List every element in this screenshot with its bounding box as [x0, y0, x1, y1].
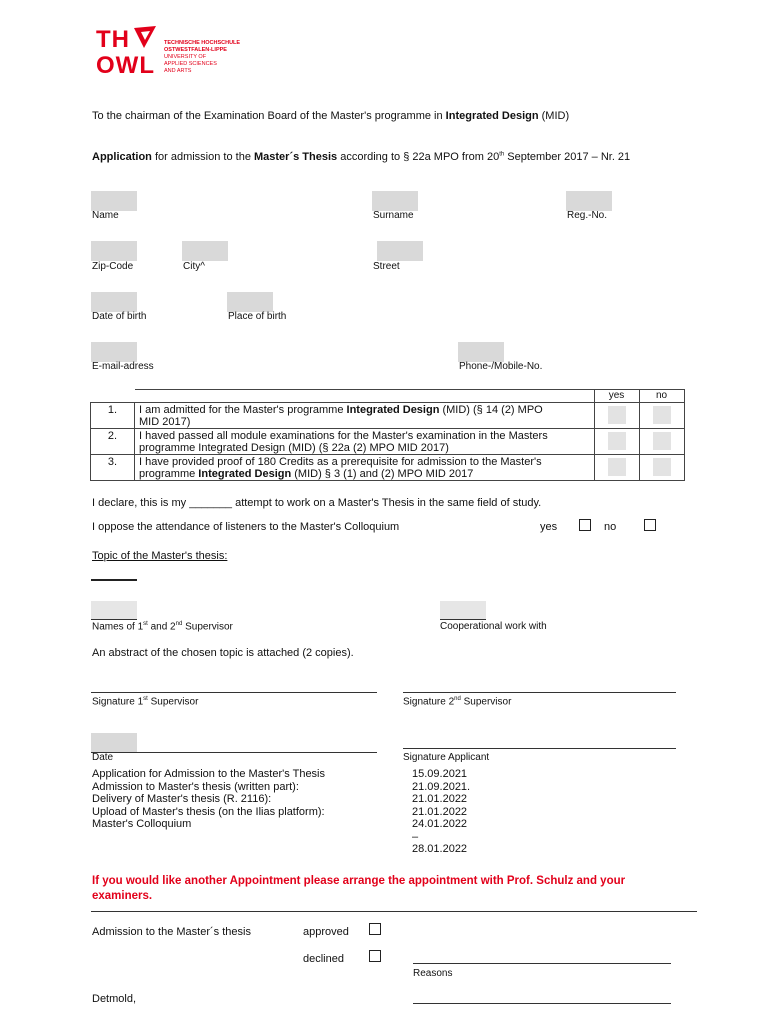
req-1-yes-checkbox[interactable]: [594, 402, 639, 428]
phone-label: Phone-/Mobile-No.: [459, 361, 543, 372]
approved-checkbox[interactable]: [369, 923, 381, 935]
list-item: Delivery of Master's thesis (R. 2116): 21.01.2022: [92, 793, 468, 805]
date-of-birth-label: Date of birth: [92, 311, 147, 322]
application-title: Application for admission to the Master´s Thesis according to § 22a MPO from 20th September 2017 – Nr. 21: [92, 151, 631, 163]
col-no-header: no: [639, 390, 684, 403]
approved-label: approved: [303, 926, 349, 938]
name-label: Name: [92, 210, 119, 221]
street-input[interactable]: [377, 241, 423, 261]
list-item: Master's Colloquium 24.01.2022 – 28.01.2022: [92, 818, 468, 855]
oppose-no-label: no: [604, 521, 617, 533]
oppose-statement: I oppose the attendance of listeners to the Master's Colloquium: [92, 521, 400, 533]
logo-mark-owl: OWL: [96, 52, 155, 79]
signature-2-label: Signature 2nd Supervisor: [403, 696, 512, 708]
row-number: 3.: [91, 454, 135, 480]
requirements-table: [90, 389, 685, 481]
signature-2-line[interactable]: [403, 692, 676, 693]
schedule-list: [92, 768, 471, 855]
final-signature-line[interactable]: [413, 1003, 671, 1004]
date-of-birth-input[interactable]: [91, 292, 137, 312]
list-item: Admission to Master's thesis (written part): 21.09.2021.: [92, 780, 471, 793]
oppose-yes-label: yes: [540, 521, 558, 533]
list-item: Upload of Master's thesis (on the Ilias platform): 21.01.2022: [92, 805, 468, 818]
signature-applicant-label: Signature Applicant: [403, 752, 490, 763]
topic-input[interactable]: [91, 579, 137, 581]
declined-checkbox[interactable]: [369, 950, 381, 962]
cooperation-label: Cooperational work with: [440, 621, 547, 632]
zip-code-input[interactable]: [91, 241, 137, 261]
logo-text: TECHNISCHE HOCHSCHULE OSTWESTFALEN-LIPPE UNIVERSITY OF APPLIED SCIENCES AND ARTS: [164, 40, 241, 74]
logo-triangle-icon: [132, 24, 158, 50]
oppose-yes-checkbox[interactable]: [579, 519, 591, 531]
supervisors-input[interactable]: [91, 601, 137, 620]
logo-mark-th: TH: [96, 26, 130, 53]
addressee-line: To the chairman of the Examination Board of the Master's programme in Integrated Design (MID): [92, 110, 570, 122]
place-of-birth-label: Place of birth: [228, 311, 287, 322]
oppose-no-checkbox[interactable]: [644, 519, 656, 531]
email-input[interactable]: [91, 342, 137, 362]
email-label: E-mail-adress: [92, 361, 154, 372]
zip-code-label: Zip-Code: [92, 261, 134, 272]
divider: [91, 911, 697, 912]
declined-label: declined: [303, 953, 344, 965]
row-number: 2.: [91, 428, 135, 454]
req-3-no-checkbox[interactable]: [639, 454, 684, 480]
place-of-birth-input[interactable]: [227, 292, 273, 312]
cooperation-input[interactable]: [440, 601, 486, 620]
surname-label: Surname: [373, 210, 414, 221]
date-input[interactable]: [91, 733, 137, 753]
topic-label: Topic of the Master's thesis:: [92, 550, 228, 562]
list-item: Application for Admission to the Master's Thesis 15.09.2021: [92, 768, 468, 780]
col-yes-header: yes: [594, 390, 639, 403]
row-number: 1.: [91, 402, 135, 428]
req-1-no-checkbox[interactable]: [639, 402, 684, 428]
city-label: City^: [183, 261, 205, 272]
signature-1-label: Signature 1st Supervisor: [92, 696, 199, 708]
appointment-notice: If you would like another Appointment please arrange the appointment with Prof. Schulz and your examiners.: [92, 875, 626, 902]
reasons-line[interactable]: [413, 963, 671, 964]
city-input[interactable]: [182, 241, 228, 261]
admission-label: Admission to the Master´s thesis: [92, 926, 251, 938]
reg-no-label: Reg.-No.: [567, 210, 608, 221]
name-input[interactable]: [91, 191, 137, 211]
signature-1-line[interactable]: [91, 692, 377, 693]
table-row: [91, 428, 685, 454]
table-row: [91, 454, 685, 480]
place-label: Detmold,: [92, 993, 137, 1005]
requirement-text: I haved passed all module examinations for the Master's examination in the Masters programme Integrated Design (MID) (§ 22a (2) MPO MID 2017): [135, 428, 595, 454]
req-3-yes-checkbox[interactable]: [594, 454, 639, 480]
reasons-label: Reasons: [413, 968, 453, 979]
supervisors-label: Names of 1st and 2nd Supervisor: [92, 621, 233, 633]
req-2-yes-checkbox[interactable]: [594, 428, 639, 454]
reg-no-input[interactable]: [566, 191, 612, 211]
requirement-text: I am admitted for the Master's programme Integrated Design (MID) (§ 14 (2) MPO MID 2017): [135, 402, 595, 428]
abstract-statement: An abstract of the chosen topic is attached (2 copies).: [92, 647, 354, 659]
signature-applicant-line[interactable]: [403, 748, 676, 749]
surname-input[interactable]: [372, 191, 418, 211]
requirement-text: I have provided proof of 180 Credits as a prerequisite for admission to the Master's programme Integrated Design (MID) § 3 (1) and (2) MPO MID 2017: [135, 454, 595, 480]
phone-input[interactable]: [458, 342, 504, 362]
logo: [96, 26, 256, 80]
street-label: Street: [373, 261, 400, 272]
table-row: [91, 402, 685, 428]
req-2-no-checkbox[interactable]: [639, 428, 684, 454]
declare-statement: I declare, this is my _______ attempt to work on a Master's Thesis in the same field of study.: [92, 497, 542, 509]
date-line: [91, 752, 377, 753]
table-header-row: [91, 390, 685, 403]
date-label: Date: [92, 752, 114, 763]
